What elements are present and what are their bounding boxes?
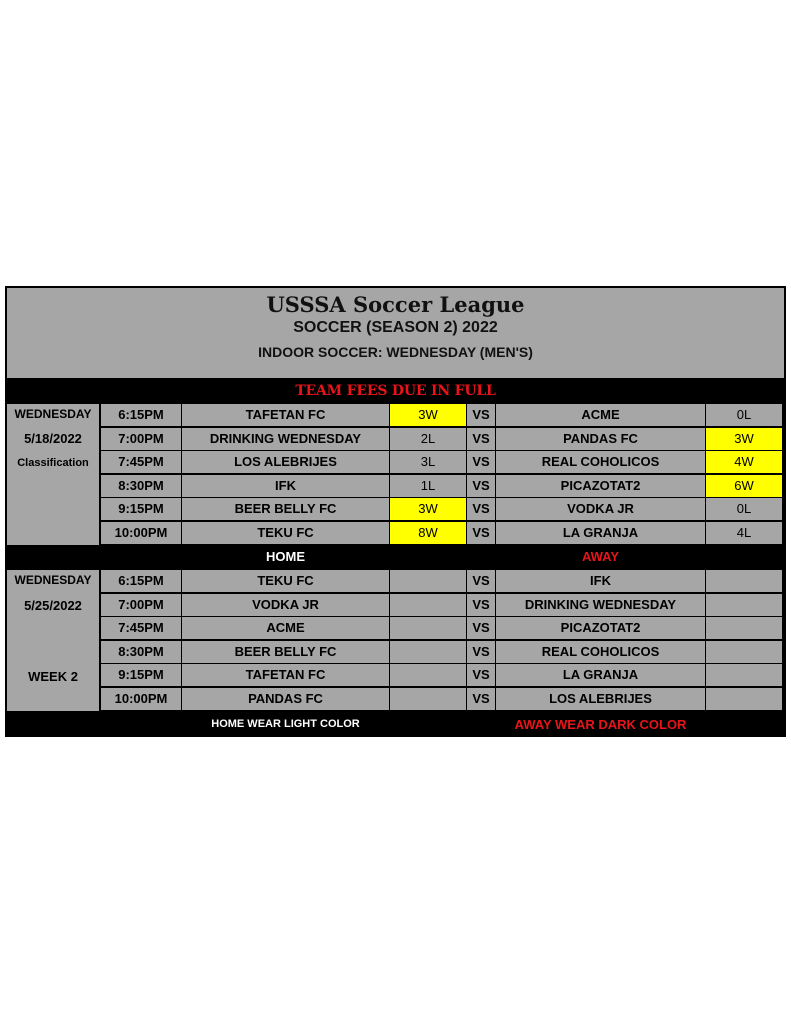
week1-side-panel xyxy=(7,404,99,545)
week1-label: Classification xyxy=(17,457,89,469)
game-time: 9:15PM xyxy=(101,498,181,520)
away-result xyxy=(706,641,782,663)
vs-label: VS xyxy=(467,428,495,450)
home-result xyxy=(390,664,466,686)
home-result xyxy=(390,617,466,639)
home-result xyxy=(390,688,466,710)
game-time: 7:00PM xyxy=(101,594,181,616)
away-team: ACME xyxy=(496,404,705,426)
game-time: 8:30PM xyxy=(101,475,181,497)
season-subtitle: SOCCER (SEASON 2) 2022 xyxy=(293,319,498,336)
home-result: 8W xyxy=(390,522,466,544)
home-result xyxy=(390,641,466,663)
home-team: LOS ALEBRIJES xyxy=(182,451,389,473)
vs-label: VS xyxy=(467,664,495,686)
week2-label: WEEK 2 xyxy=(28,669,78,684)
away-label: AWAY xyxy=(581,549,620,564)
away-result: 6W xyxy=(706,475,782,497)
week1-day: WEDNESDAY xyxy=(14,407,92,421)
vs-label: VS xyxy=(467,404,495,426)
vs-label: VS xyxy=(467,475,495,497)
home-result: 3L xyxy=(390,451,466,473)
game-time: 6:15PM xyxy=(101,570,181,592)
away-result xyxy=(706,664,782,686)
away-result: 4L xyxy=(706,522,782,544)
schedule-header xyxy=(7,288,784,378)
home-result: 1L xyxy=(390,475,466,497)
away-team: LA GRANJA xyxy=(496,522,705,544)
league-title: USSSA Soccer League xyxy=(266,292,525,317)
vs-label: VS xyxy=(467,570,495,592)
schedule-sheet xyxy=(5,286,786,737)
away-team: PANDAS FC xyxy=(496,428,705,450)
home-result xyxy=(390,570,466,592)
team-fees-banner: TEAM FEES DUE IN FULL xyxy=(5,381,786,402)
week1-date: 5/18/2022 xyxy=(24,431,82,446)
vs-label: VS xyxy=(467,688,495,710)
away-result xyxy=(706,688,782,710)
home-team: IFK xyxy=(182,475,389,497)
away-result xyxy=(706,570,782,592)
game-time: 7:45PM xyxy=(101,617,181,639)
vs-label: VS xyxy=(467,641,495,663)
game-time: 10:00PM xyxy=(101,688,181,710)
vs-label: VS xyxy=(467,451,495,473)
away-result: 0L xyxy=(706,498,782,520)
away-result xyxy=(706,594,782,616)
vs-label: VS xyxy=(467,522,495,544)
home-away-divider xyxy=(5,546,786,568)
home-team: TAFETAN FC xyxy=(182,404,389,426)
away-team: PICAZOTAT2 xyxy=(496,617,705,639)
away-result: 4W xyxy=(706,451,782,473)
game-time: 7:00PM xyxy=(101,428,181,450)
home-team: PANDAS FC xyxy=(182,688,389,710)
home-team: TEKU FC xyxy=(182,570,389,592)
home-team: BEER BELLY FC xyxy=(182,641,389,663)
away-result xyxy=(706,617,782,639)
game-time: 6:15PM xyxy=(101,404,181,426)
division-subtitle: INDOOR SOCCER: WEDNESDAY (MEN'S) xyxy=(258,344,533,360)
away-result: 0L xyxy=(706,404,782,426)
week2-date: 5/25/2022 xyxy=(24,598,82,613)
away-team: REAL COHOLICOS xyxy=(496,641,705,663)
vs-label: VS xyxy=(467,498,495,520)
away-team: REAL COHOLICOS xyxy=(496,451,705,473)
away-team: LA GRANJA xyxy=(496,664,705,686)
away-team: IFK xyxy=(496,570,705,592)
game-time: 9:15PM xyxy=(101,664,181,686)
home-team: TEKU FC xyxy=(182,522,389,544)
vs-label: VS xyxy=(467,594,495,616)
away-wear-note: AWAY WEAR DARK COLOR xyxy=(514,717,687,732)
away-team: PICAZOTAT2 xyxy=(496,475,705,497)
away-team: VODKA JR xyxy=(496,498,705,520)
game-time: 7:45PM xyxy=(101,451,181,473)
away-team: DRINKING WEDNESDAY xyxy=(496,594,705,616)
home-result: 3W xyxy=(390,404,466,426)
home-wear-note: HOME WEAR LIGHT COLOR xyxy=(211,718,360,730)
away-team: LOS ALEBRIJES xyxy=(496,688,705,710)
game-time: 10:00PM xyxy=(101,522,181,544)
home-label: HOME xyxy=(266,549,305,564)
home-team: ACME xyxy=(182,617,389,639)
vs-label: VS xyxy=(467,617,495,639)
home-team: TAFETAN FC xyxy=(182,664,389,686)
home-result: 3W xyxy=(390,498,466,520)
home-result xyxy=(390,594,466,616)
week2-day: WEDNESDAY xyxy=(14,573,92,587)
wear-color-footer xyxy=(5,712,786,737)
week2-side-panel xyxy=(7,570,99,711)
away-result: 3W xyxy=(706,428,782,450)
home-team: VODKA JR xyxy=(182,594,389,616)
game-time: 8:30PM xyxy=(101,641,181,663)
home-team: BEER BELLY FC xyxy=(182,498,389,520)
home-team: DRINKING WEDNESDAY xyxy=(182,428,389,450)
home-result: 2L xyxy=(390,428,466,450)
